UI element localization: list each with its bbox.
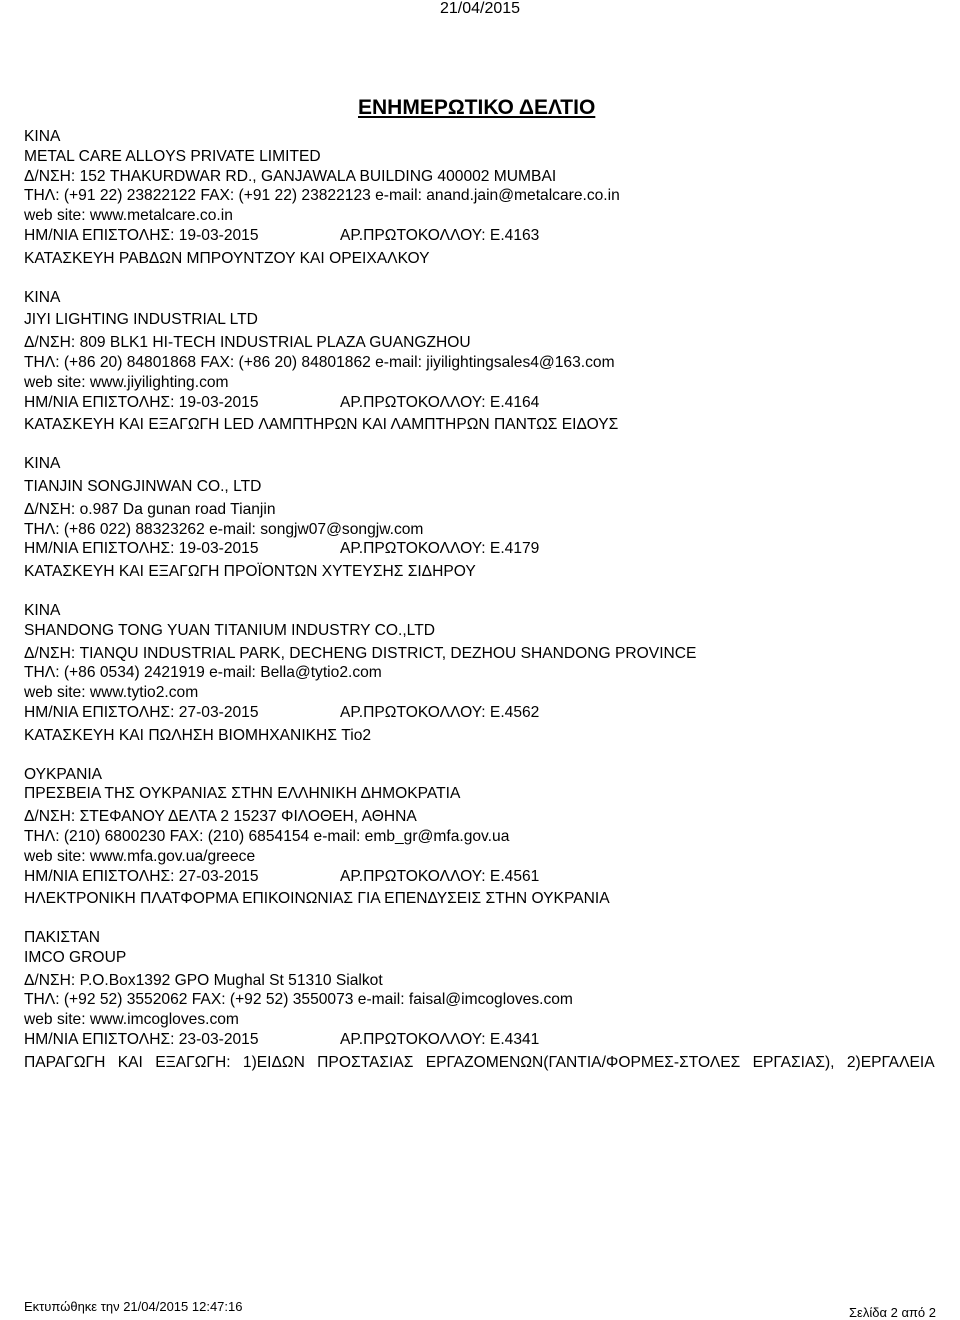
- entry-letter-date: ΗΜ/ΝΙΑ ΕΠΙΣΤΟΛΗΣ: 23-03-2015: [24, 1031, 259, 1049]
- entry-address: Δ/ΝΣΗ: ΣΤΕΦΑΝΟΥ ΔΕΛΤΑ 2 15237 ΦΙΛΟΘΕΗ, ΑΘΗΝΑ: [24, 808, 417, 826]
- entry-protocol: ΑΡ.ΠΡΩΤΟΚΟΛΛΟΥ: Ε.4562: [340, 703, 540, 721]
- entry-meta: [24, 1030, 956, 1050]
- entry-activity: ΚΑΤΑΣΚΕΥΗ ΚΑΙ ΕΞΑΓΩΓΗ ΠΡΟΪΟΝΤΩΝ ΧΥΤΕΥΣΗΣ ΣΙΔΗΡΟΥ: [24, 563, 476, 581]
- entry-letter-date: ΗΜ/ΝΙΑ ΕΠΙΣΤΟΛΗΣ: 19-03-2015: [24, 540, 259, 558]
- entry-letter-date: ΗΜ/ΝΙΑ ΕΠΙΣΤΟΛΗΣ: 27-03-2015: [24, 867, 259, 885]
- entry-protocol: ΑΡ.ΠΡΩΤΟΚΟΛΛΟΥ: Ε.4341: [340, 1031, 540, 1049]
- entry-country: ΚΙΝΑ: [24, 128, 61, 145]
- entry-protocol: ΑΡ.ΠΡΩΤΟΚΟΛΛΟΥ: Ε.4163: [340, 226, 540, 244]
- entry-activity: ΚΑΤΑΣΚΕΥΗ ΡΑΒΔΩΝ ΜΠΡΟΥΝΤΖΟΥ ΚΑΙ ΟΡΕΙΧΑΛΚΟΥ: [24, 249, 430, 267]
- entry-company: SHANDONG TONG YUAN TITANIUM INDUSTRY CO.,LTD: [24, 621, 435, 639]
- entry-activity: ΚΑΤΑΣΚΕΥΗ ΚΑΙ ΕΞΑΓΩΓΗ LED ΛΑΜΠΤΗΡΩΝ ΚΑΙ ΛΑΜΠΤΗΡΩΝ ΠΑΝΤΩΣ ΕΙΔΟΥΣ: [24, 416, 619, 434]
- entry: [24, 288, 956, 436]
- entry-protocol: ΑΡ.ΠΡΩΤΟΚΟΛΛΟΥ: Ε.4561: [340, 867, 540, 885]
- entry-website: web site: www.tytio2.com: [24, 684, 199, 702]
- entry-country: ΟΥΚΡΑΝΙΑ: [24, 765, 103, 783]
- entry-contact: ΤΗΛ: (+91 22) 23822122 FAX: (+91 22) 23822123 e-mail: anand.jain@metalcare.co.in: [24, 187, 620, 205]
- entry-contact: ΤΗΛ: (+86 022) 88323262 e-mail: songjw07@songjw.com: [24, 520, 424, 538]
- entry-meta: [24, 539, 956, 559]
- entry-company: JIYI LIGHTING INDUSTRIAL LTD: [24, 311, 258, 329]
- entry-company: TIANJIN SONGJINWAN CO., LTD: [24, 477, 262, 495]
- entry-website: web site: www.imcogloves.com: [24, 1011, 239, 1029]
- entry-company: IMCO GROUP: [24, 948, 127, 966]
- entry-activity: ΚΑΤΑΣΚΕΥΗ ΚΑΙ ΠΩΛΗΣΗ ΒΙΟΜΗΧΑΝΙΚΗΣ Tio2: [24, 726, 372, 744]
- entry-letter-date: ΗΜ/ΝΙΑ ΕΠΙΣΤΟΛΗΣ: 19-03-2015: [24, 226, 259, 244]
- entries-list: [24, 127, 956, 1092]
- entry-meta: [24, 703, 956, 723]
- entry-protocol: ΑΡ.ΠΡΩΤΟΚΟΛΛΟΥ: Ε.4179: [340, 540, 540, 558]
- entry-letter-date: ΗΜ/ΝΙΑ ΕΠΙΣΤΟΛΗΣ: 19-03-2015: [24, 393, 259, 411]
- entry-country: ΚΙΝΑ: [24, 288, 61, 306]
- entry-address: Δ/ΝΣΗ: 809 BLK1 HI-TECH INDUSTRIAL PLAZA GUANGZHOU: [24, 334, 471, 352]
- print-date: 21/04/2015: [439, 0, 521, 17]
- entry-website: web site: www.mfa.gov.ua/greece: [24, 847, 256, 865]
- printed-timestamp: Εκτυπώθηκε την 21/04/2015 12:47:16: [24, 1299, 243, 1314]
- entry: [24, 928, 956, 1073]
- entry-company: METAL CARE ALLOYS PRIVATE LIMITED: [24, 147, 321, 165]
- entry-website: web site: www.metalcare.co.in: [24, 207, 233, 225]
- entry-protocol: ΑΡ.ΠΡΩΤΟΚΟΛΛΟΥ: Ε.4164: [340, 393, 540, 411]
- entry-website: web site: www.jiyilighting.com: [24, 373, 229, 391]
- entry-meta: [24, 867, 956, 887]
- page-number: Σελίδα 2 από 2: [849, 1305, 936, 1320]
- entry-country: ΚΙΝΑ: [24, 601, 61, 619]
- entry-address: Δ/ΝΣΗ: P.O.Box1392 GPO Mughal St 51310 Sialkot: [24, 971, 383, 989]
- entry: [24, 127, 956, 269]
- entry: [24, 765, 956, 910]
- entry-company: ΠΡΕΣΒΕΙΑ ΤΗΣ ΟΥΚΡΑΝΙΑΣ ΣΤΗΝ ΕΛΛΗΝΙΚΗ ΔΗΜΟΚΡΑΤΙΑ: [24, 785, 461, 803]
- entry-country: ΚΙΝΑ: [24, 455, 61, 473]
- entry-contact: ΤΗΛ: (+86 0534) 2421919 e-mail: Bella@tytio2.com: [24, 664, 382, 682]
- entry: [24, 454, 956, 582]
- entry-contact: ΤΗΛ: (+92 52) 3552062 FAX: (+92 52) 3550073 e-mail: faisal@imcogloves.com: [24, 991, 573, 1009]
- entry-letter-date: ΗΜ/ΝΙΑ ΕΠΙΣΤΟΛΗΣ: 27-03-2015: [24, 703, 259, 721]
- entry-address: Δ/ΝΣΗ: 152 THAKURDWAR RD., GANJAWALA BUILDING 400002 MUMBAI: [24, 167, 557, 185]
- entry-meta: [24, 226, 956, 246]
- entry-meta: [24, 393, 956, 413]
- entry: [24, 601, 956, 746]
- entry-contact: ΤΗΛ: (+86 20) 84801868 FAX: (+86 20) 84801862 e-mail: jiyilightingsales4@163.com: [24, 353, 615, 371]
- page-title: ΕΝΗΜΕΡΩΤΙΚΟ ΔΕΛΤΙΟ: [358, 96, 596, 119]
- entry-activity: ΠΑΡΑΓΩΓΗ ΚΑΙ ΕΞΑΓΩΓΗ: 1)ΕΙΔΩΝ ΠΡΟΣΤΑΣΙΑΣ ΕΡΓΑΖΟΜΕΝΩΝ(ΓΑΝΤΙΑ/ΦΟΡΜΕΣ-ΣΤΟΛΕΣ ΕΡΓΑΣΙΑΣ), 2)ΕΡΓΑΛΕΙΑ: [24, 1053, 935, 1071]
- entry-contact: ΤΗΛ: (210) 6800230 FAX: (210) 6854154 e-mail: emb_gr@mfa.gov.ua: [24, 827, 510, 845]
- entry-activity: ΗΛΕΚΤΡΟΝΙΚΗ ΠΛΑΤΦΟΡΜΑ ΕΠΙΚΟΙΝΩΝΙΑΣ ΓΙΑ ΕΠΕΝΔΥΣΕΙΣ ΣΤΗΝ ΟΥΚΡΑΝΙΑ: [24, 890, 610, 908]
- entry-country: ΠΑΚΙΣΤΑΝ: [24, 929, 101, 947]
- entry-address: Δ/ΝΣΗ: o.987 Da gunan road Tianjin: [24, 500, 276, 518]
- entry-address: Δ/ΝΣΗ: TIANQU INDUSTRIAL PARK, DECHENG DISTRICT, DEZHOU SHANDONG PROVINCE: [24, 644, 697, 662]
